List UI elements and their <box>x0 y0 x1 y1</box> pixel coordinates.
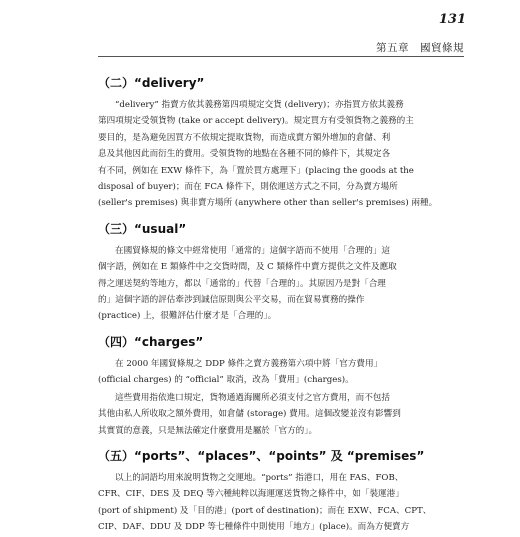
text-line: 其他由私人所收取之額外費用，如倉儲 (storage) 費用。這個改變並沒有影響到 <box>98 409 401 420</box>
section-heading-charges: （四）“charges” <box>98 334 204 349</box>
text-line: 個字語，例如在 E 類條件中之交貨時間，及 C 類條件中賣方提供之文件及應取 <box>98 262 397 273</box>
paragraph <box>98 243 464 325</box>
running-header: 第五章 國貿條規 <box>376 42 464 54</box>
paragraph <box>98 356 464 389</box>
paragraph <box>98 97 464 212</box>
paragraph <box>98 390 464 439</box>
section-heading-ports-places-points-premises: （五）“ports”、“places”、“points” 及 “premises” <box>98 448 425 463</box>
paragraph <box>98 470 464 536</box>
text-line: (port of shipment) 及「目的港」(port of destination)；而在 EXW、FCA、CPT、 <box>98 505 432 516</box>
section-heading-usual: （三）“usual” <box>98 221 187 236</box>
text-line: 在國貿條規的條文中經常使用「通常的」這個字語而不使用「合理的」這 <box>115 245 391 256</box>
text-line: (official charges) 的 “official” 取消，改為「費用」(charges)。 <box>98 375 354 386</box>
text-line: 這些費用指依進口規定，貨物通過海關所必須支付之官方費用，而不包括 <box>115 392 391 403</box>
header-rule <box>98 56 464 57</box>
text-line: 有不同，例如在 EXW 條件下，為「置於買方處理下」(placing the goods at the <box>98 165 414 176</box>
text-line: 得之運送契約等地方，都以「通常的」代替「合理的」。其原因乃是對「合理 <box>98 278 386 289</box>
page-body <box>98 66 464 537</box>
text-line: CIP、DAF、DDU 及 DDP 等七種條件中則使用「地方」(place)。而為方便賣方 <box>98 522 410 533</box>
text-line: 的」這個字語的評估牽涉到誠信原則與公平交易，而在貿易實務的操作 <box>98 295 365 306</box>
text-line: 第四項規定受領貨物 (take or accept delivery)。規定買方有受領貨物之義務的主 <box>98 116 414 127</box>
text-line: (seller's premises) 與非賣方場所 (anywhere other than seller's premises) 兩種。 <box>98 198 438 209</box>
text-line: CFR、CIF、DES 及 DEQ 等六種純粹以海運運送貨物之條件中，如「裝運港」 <box>98 489 404 500</box>
text-line: 以上的詞語均用來說明貨物之交運地。“ports” 指港口，用在 FAS、FOB、 <box>115 472 404 483</box>
page-number: 131 <box>438 12 466 27</box>
section-heading-delivery: （二）“delivery” <box>98 76 205 90</box>
text-line: 息及其他因此而衍生的費用。受領貨物的地點在各種不同的條件下，其規定各 <box>98 149 391 160</box>
text-line: 其實質的意義，只是無法確定什麼費用是屬於「官方的」。 <box>98 425 318 436</box>
text-line: 要目的，是為避免因買方不依規定提取貨物，而造成賣方額外增加的倉儲、利 <box>98 132 391 143</box>
text-line: disposal of buyer)；而在 FCA 條件下，則依運送方式之不同，分為賣方場所 <box>98 182 398 193</box>
text-line: (practice) 上，很難評估什麼才是「合理的」。 <box>98 311 277 322</box>
text-line: 在 2000 年國貿條規之 DDP 條件之賣方義務第六項中將「官方費用」 <box>115 358 383 369</box>
text-line: “delivery” 指賣方依其義務第四項規定交貨 (delivery)；亦指買方依其義務 <box>115 100 404 110</box>
